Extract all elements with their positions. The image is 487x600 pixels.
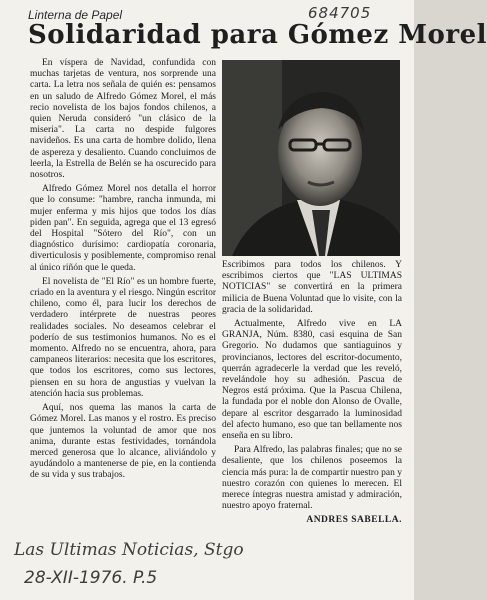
catalog-number: 684705 <box>308 4 372 22</box>
paragraph: En víspera de Navidad, confundida con muchas tarjetas de ventura, nos sorprende una carta. La letra nos señala de quién es: pensamos en un saludo de Alfredo Gómez Morel, el más recio novelista de los bajos fondos chilenos, a quien Neruda consideró "un clásico de la miseria". La carta no despide fulgores navideños. Es una carta de hombre dolido, llena de aspereza y desaliento. Cuando concluimos de leerla, la Estrella de Belén se ha oscurecido para nosotros. <box>30 58 216 181</box>
paragraph: Para Alfredo, las palabras finales; que no se desaliente, que los chilenos poseemos la ciencia más pura: la de compartir nuestro pan y nuestro corazón con quienes lo merecen. El merece íntegras nuestra amistad y admiración, nuestro apoyo fraternal. <box>222 445 402 512</box>
author-signature: ANDRES SABELLA. <box>306 515 402 526</box>
article-column-right <box>222 260 402 527</box>
author-photo <box>222 60 400 256</box>
paragraph: El novelista de "El Río" es un hombre fuerte, criado en la aventura y el riesgo. Ningún escritor chileno, como él, para lucir los derechos de verdadero intérprete de nuestras peores realidades sociales. No deseamos celebrar el poderío de sus testimonios humanos. No es el momento. Alfredo no se encuentra, ahora, para campaneos literarios: necesita que los escritores, que todos los escritores, como sus lectores, piensen en su hora de angustias y vuelvan la atención hacia sus problemas. <box>30 276 216 399</box>
paragraph: Aquí, nos quema las manos la carta de Gómez Morel. Las manos y el rostro. Es preciso que juntemos la voluntad de amor que nos anima, durante estas festividades, tornándola merced generosa que lo alcance, aliviándolo y ayudándolo a mantenerse de pie, en la contienda de su vida y sus trabajos. <box>30 403 216 481</box>
section-name: Linterna de Papel <box>28 8 123 22</box>
paragraph: Actualmente, Alfredo vive en LA GRANJA, Núm. 8380, casi esquina de San Gregorio. No dudamos que santiaguinos y provincianos, lectores del escritor-documento, querrán agradecerle la verdad que les reveló, revelándole hoy su adhesión. Pascua de Negros está próxima. Que la Pascua Chilena, la fundada por el noble don Alonso de Ovalle, depare al escritor desgarrado la luminosidad del afecto humano, eso que tan bellamente nos enseña en su libro. <box>222 319 402 442</box>
paragraph: Alfredo Gómez Morel nos detalla el horror que lo consume: "hambre, rancha inmunda, mi mujer enferma y mis hijos que todos los días piden pan". En seguida, agrega que el 13 egresó del Hospital "Sótero del Río", con un diagnóstico durísimo: cardiopatía coronaria, diverticulosis y posiblemente, compromiso renal al único riñón que le queda. <box>30 184 216 273</box>
article-column-left <box>30 58 216 485</box>
portrait-image <box>222 60 400 256</box>
headline: Solidaridad para Gómez Morel <box>28 20 487 50</box>
paragraph: Escribimos para todos los chilenos. Y escribimos ciertos que "LAS ULTIMAS NOTICIAS" se convertirá en la primera milicia de Buena Voluntad que lo visite, con la gracia de la solidaridad. <box>222 260 402 315</box>
date-annotation: 28-XII-1976. P.5 <box>24 568 158 588</box>
source-annotation: Las Ultimas Noticias, Stgo <box>14 540 244 560</box>
